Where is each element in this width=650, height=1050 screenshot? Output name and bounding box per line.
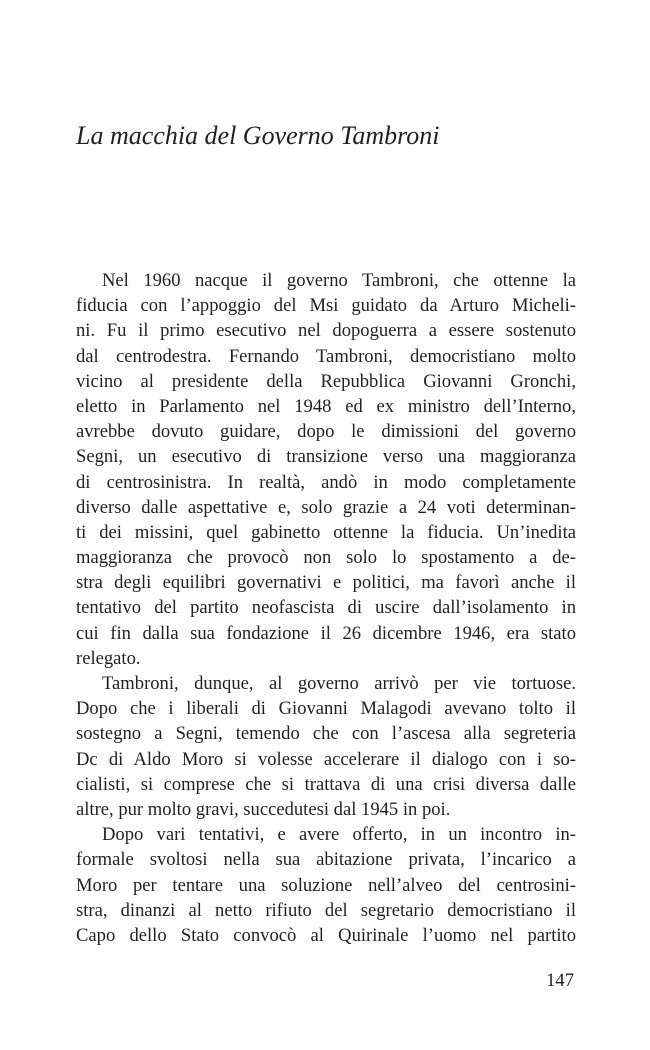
body-text <box>76 268 576 948</box>
text-line: Capo dello Stato convocò al Quirinale l’uomo nel partito <box>76 924 576 946</box>
text-line: cui fin dalla sua fondazione il 26 dicembre 1946, era stato <box>76 622 576 644</box>
text-line: diverso dalle aspettative e, solo grazie a 24 voti determinan- <box>76 496 576 518</box>
text-line: tentativo del partito neofascista di uscire dall’isolamento in <box>76 597 576 619</box>
text-line: cialisti, si comprese che si trattava di una crisi diversa dalle <box>76 773 576 795</box>
text-line: fiducia con l’appoggio del Msi guidato da Arturo Micheli- <box>76 295 576 317</box>
text-line: altre, pur molto gravi, succedutesi dal 1945 in poi. <box>76 798 451 820</box>
paragraph <box>76 268 576 671</box>
paragraph <box>76 671 576 822</box>
text-line: dal centrodestra. Fernando Tambroni, democristiano molto <box>76 345 576 367</box>
text-line: eletto in Parlamento nel 1948 ed ex ministro dell’Interno, <box>76 395 576 417</box>
text-line: Dc di Aldo Moro si volesse accelerare il dialogo con i so- <box>76 748 576 770</box>
text-line: Moro per tentare una soluzione nell’alveo del centrosini- <box>76 874 576 896</box>
paragraph <box>76 822 576 948</box>
text-line: maggioranza che provocò non solo lo spostamento a de- <box>76 547 576 569</box>
text-line: stra degli equilibri governativi e politici, ma favorì anche il <box>76 572 576 594</box>
text-line: avrebbe dovuto guidare, dopo le dimissioni del governo <box>76 421 576 443</box>
text-line: ti dei missini, quel gabinetto ottenne la fiducia. Un’inedita <box>76 521 576 543</box>
text-line: sostegno a Segni, temendo che con l’ascesa alla segreteria <box>76 723 576 745</box>
text-line: Tambroni, dunque, al governo arrivò per vie tortuose. <box>102 673 576 694</box>
text-line: relegato. <box>76 647 141 669</box>
text-line: stra, dinanzi al netto rifiuto del segretario democristiano il <box>76 899 576 921</box>
text-line: vicino al presidente della Repubblica Giovanni Gronchi, <box>76 370 576 392</box>
text-line: ni. Fu il primo esecutivo nel dopoguerra a essere sostenuto <box>76 320 576 342</box>
text-line: Dopo che i liberali di Giovanni Malagodi avevano tolto il <box>76 698 576 720</box>
text-line: Dopo vari tentativi, e avere offerto, in un incontro in- <box>102 824 576 846</box>
text-line: formale svoltosi nella sua abitazione privata, l’incarico a <box>76 849 576 871</box>
text-line: Segni, un esecutivo di transizione verso una maggioranza <box>76 446 576 468</box>
chapter-title: La macchia del Governo Tambroni <box>76 121 440 150</box>
page-number: 147 <box>546 970 574 991</box>
text-line: Nel 1960 nacque il governo Tambroni, che ottenne la <box>102 270 576 291</box>
text-line: di centrosinistra. In realtà, andò in modo completamente <box>76 471 576 493</box>
